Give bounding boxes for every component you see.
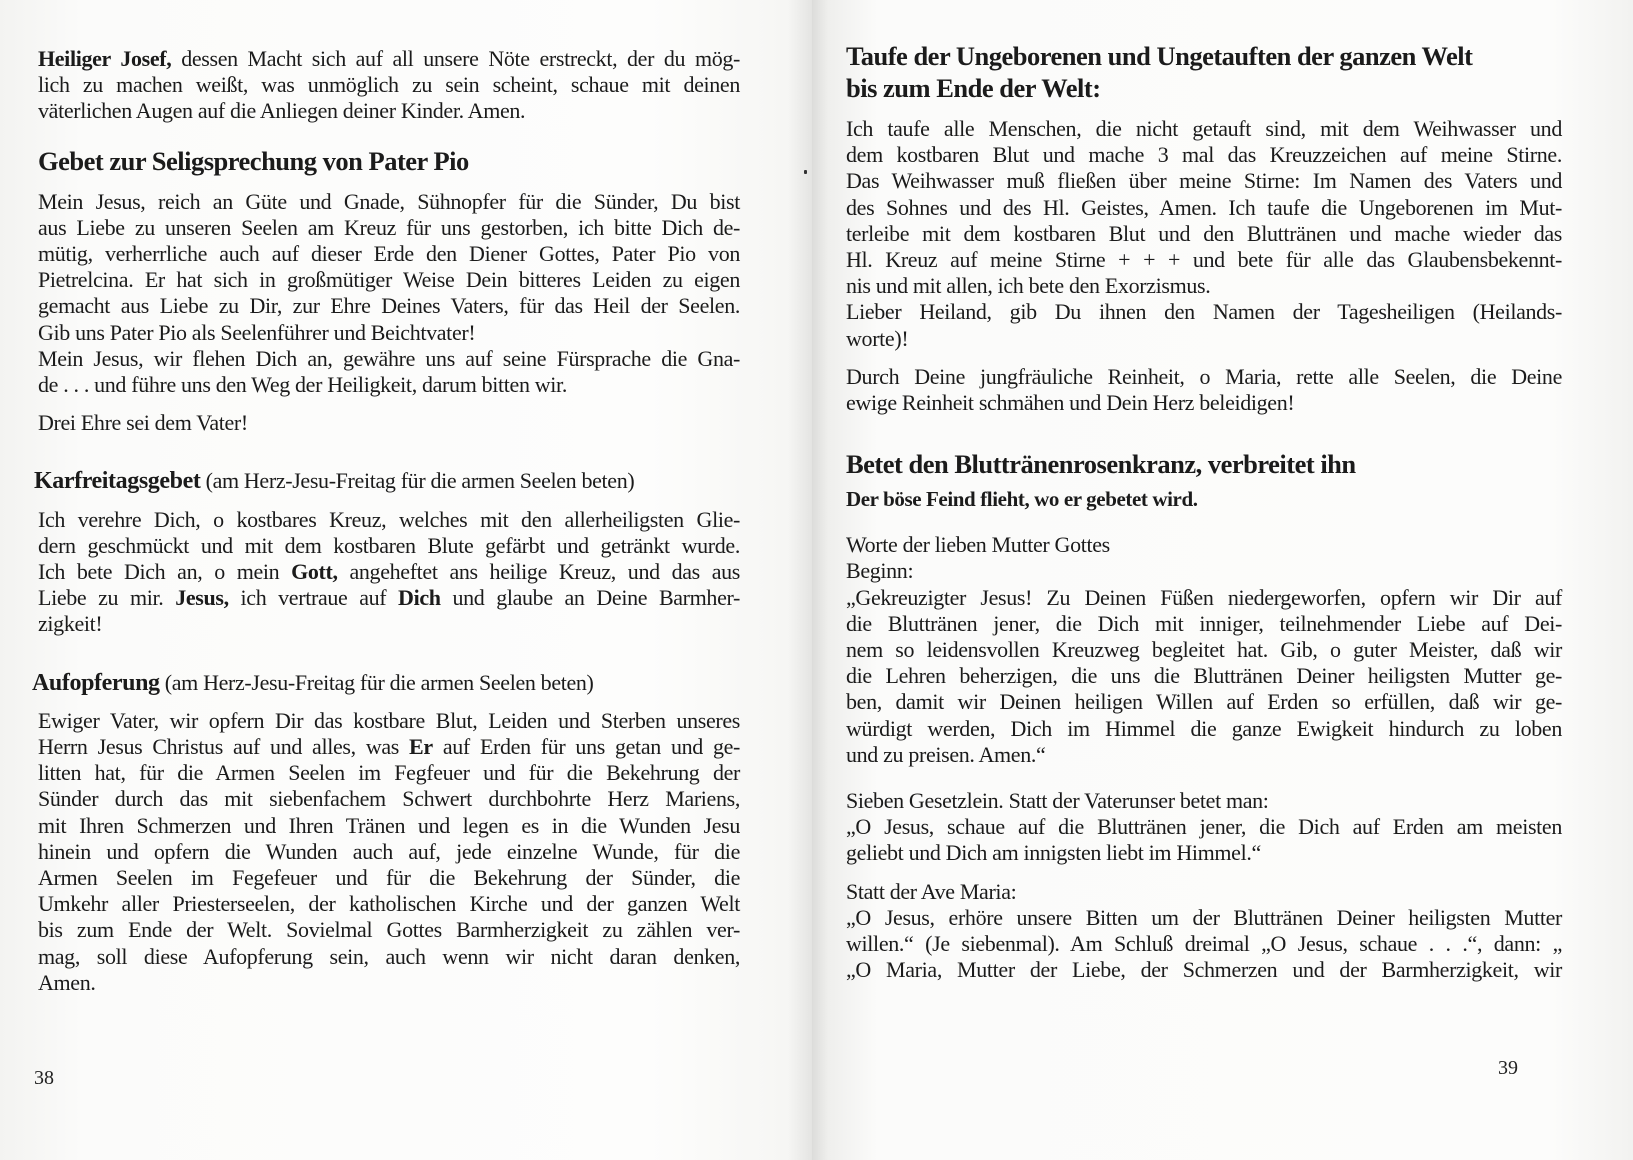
text-line: ben, damit wir Deinen heiligen Willen auf Erden so erfüllen, daß wir ge- [846,689,1562,715]
text-line: Durch Deine jungfräuliche Reinheit, o Maria, rette alle Seelen, die Deine [846,363,1562,389]
text-line: „Gekreuzigter Jesus! Zu Deinen Füßen niedergeworfen, opfern wir Dir auf [846,584,1562,610]
text-line: willen.“ (Je siebenmal). Am Schluß dreimal „O Jesus, schaue . . .“, dann: „ [846,931,1562,957]
text-line: „O Jesus, schaue auf die Bluttränen jener, die Dich auf Erden am meisten [846,814,1562,840]
text-line: väterlichen Augen auf die Anliegen deiner Kinder. Amen. [38,98,526,124]
text-line: de . . . und führe uns den Weg der Heiligkeit, darum bitten wir. [38,372,567,398]
text-line: Lieber Heiland, gib Du ihnen den Namen der Tagesheiligen (Heilands- [846,299,1562,325]
josef-prayer [38,46,740,125]
text-line: terleibe mit dem kostbaren Blut und den Bluttränen und mache wieder das [846,220,1562,246]
section-heading-aufopferung: Aufopferung (am Herz-Jesu-Freitag für die armen Seelen beten) [32,669,594,696]
text-line: aus Liebe zu unseren Seelen am Kreuz für uns gestorben, ich bitte Dich de- [38,214,740,240]
text-line: hinein und opfern die Wunden auch auf, jede einzelne Wunde, für die [38,838,740,864]
text-line: Heiliger Josef, dessen Macht sich auf all unsere Nöte erstreckt, der du mög- [38,46,741,71]
text-line: Ich verehre Dich, o kostbares Kreuz, welches mit den allerheiligsten Glie- [38,506,740,532]
section-heading-pater-pio: Gebet zur Seligsprechung von Pater Pio [38,145,469,176]
gutter-mark [804,170,807,174]
text-line: des Sohnes und des Hl. Geistes, Amen. Ich taufe die Ungeborenen im Mut- [846,194,1562,220]
text-line: ewige Reinheit schmähen und Dein Herz beleidigen! [846,390,1295,416]
rosenkranz-subheading: Der böse Feind flieht, wo er gebetet wird. [846,487,1198,512]
text-line: Sieben Gesetzlein. Statt der Vaterunser betet man: [846,788,1269,814]
text-line: Gib uns Pater Pio als Seelenführer und Beichtvater! [38,319,476,345]
text-line: die Bluttränen jener, die Dich mit inniger, teilnehmender Liebe auf Dei- [846,610,1562,636]
text-line: Das Weihwasser muß fließen über meine Stirne: Im Namen des Vaters und [846,168,1562,194]
text-line: Sünder durch das mit siebenfachem Schwert durchbohrte Herz Mariens, [38,786,740,812]
text-line: Liebe zu mir. Jesus, ich vertraue auf Dich und glaube an Deine Barmher- [38,585,740,611]
pater-pio-closing: Drei Ehre sei dem Vater! [38,410,248,436]
karfreitag-prayer [34,468,740,637]
text-line: Pietrelcina. Er hat sich in großmütiger Weise Dein bitteres Leiden zu eigen [38,267,740,293]
text-line: Amen. [38,969,96,995]
text-line: Hl. Kreuz auf meine Stirne + + + und bete für alle das Glaubensbekennt- [846,247,1562,273]
section-heading-taufe-line2: bis zum Ende der Welt: [846,73,1101,103]
section-heading-karfreitag: Karfreitagsgebet (am Herz-Jesu-Freitag für die armen Seelen beten) [34,468,635,495]
text-line: die Lehren beherzigen, die uns die Bluttränen Deiner heiligsten Mutter ge- [846,663,1562,689]
right-page [812,0,1633,1160]
left-page [0,0,812,1160]
text-line: zigkeit! [38,611,103,637]
text-line: gemacht aus Liebe zu Dir, zur Ehre Deines Vaters, für das Heil der Seelen. [38,293,740,319]
section-heading-taufe: Taufe der Ungeborenen und Ungetauften der ganzen Welt [846,41,1473,71]
text-line: lich zu machen weißt, was unmöglich zu sein scheint, schaue mit deinen [38,72,740,98]
text-line: Mein Jesus, reich an Güte und Gnade, Sühnopfer für die Sünder, Du bist [38,188,740,214]
text-line: mag, soll diese Aufopferung sein, auch wenn wir nicht daran denken, [38,943,740,969]
text-line: Worte der lieben Mutter Gottes [846,532,1110,558]
text-line: nem so leidensvollen Kreuzweg begleitet hat. Gib, o guter Meister, daß wir [846,637,1562,663]
text-line: nis und mit allen, ich bete den Exorzismus. [846,273,1211,299]
text-line: Ich taufe alle Menschen, die nicht getauft sind, mit dem Weihwasser und [846,116,1562,141]
text-line: und zu preisen. Amen.“ [846,741,1046,767]
taufe-prayer [846,116,1562,416]
text-line: dern geschmückt und mit dem kostbaren Blute gefärbt und getränkt wurde. [38,532,740,558]
page-number-left: 38 [34,1067,54,1089]
aufopferung-prayer [32,669,740,996]
text-line: mütig, verherrliche auch auf dieser Erde den Diener Gottes, Pater Pio von [38,241,740,267]
text-line: Ewiger Vater, wir opfern Dir das kostbare Blut, Leiden und Sterben unseres [38,707,740,733]
text-line: Ich bete Dich an, o mein Gott, angeheftet ans heilige Kreuz, und das aus [38,559,740,585]
text-line: geliebt und Dich am innigsten liebt im Himmel.“ [846,840,1261,866]
text-line: Herrn Jesus Christus auf und alles, was Er auf Erden für uns getan und ge- [38,734,740,760]
text-line: würdigt werden, Dich im Himmel die ganze Ewigkeit hindurch zu loben [846,715,1562,741]
section-heading-rosenkranz: Betet den Bluttränenrosenkranz, verbreitet ihn [846,449,1356,480]
text-line: worte)! [846,325,909,351]
text-line: „O Jesus, erhöre unsere Bitten um der Bluttränen Deiner heiligsten Mutter [846,904,1562,930]
text-line: mit Ihren Schmerzen und Ihren Tränen und legen es in die Wunden Jesu [38,812,740,838]
text-line: Umkehr aller Priesterseelen, der katholischen Kirche und der ganzen Welt [38,891,740,917]
text-line: Statt der Ave Maria: [846,878,1017,904]
josef-lead: Heiliger Josef, [38,46,172,71]
text-line: „O Maria, Mutter der Liebe, der Schmerzen und der Barmherzigkeit, wir [846,957,1562,983]
pater-pio-prayer [38,189,740,437]
text-line: Armen Seelen im Fegefeuer und für die Bekehrung der Sünder, die [38,865,740,891]
text-line: bis zum Ende der Welt. Sovielmal Gottes Barmherzigkeit zu zählen ver- [38,917,740,943]
page-number-right: 39 [1498,1057,1518,1079]
right-page-content [846,40,1562,983]
text-line: Beginn: [846,558,914,584]
text-line: Mein Jesus, wir flehen Dich an, gewähre uns auf seine Fürsprache die Gna- [38,345,740,371]
text-line: litten hat, für die Armen Seelen im Fegfeuer und für die Bekehrung der [38,760,740,786]
text-line: dem kostbaren Blut und mache 3 mal das Kreuzzeichen auf meine Stirne. [846,142,1562,168]
left-page-content [32,46,741,996]
rosenkranz-prayer [846,532,1562,983]
